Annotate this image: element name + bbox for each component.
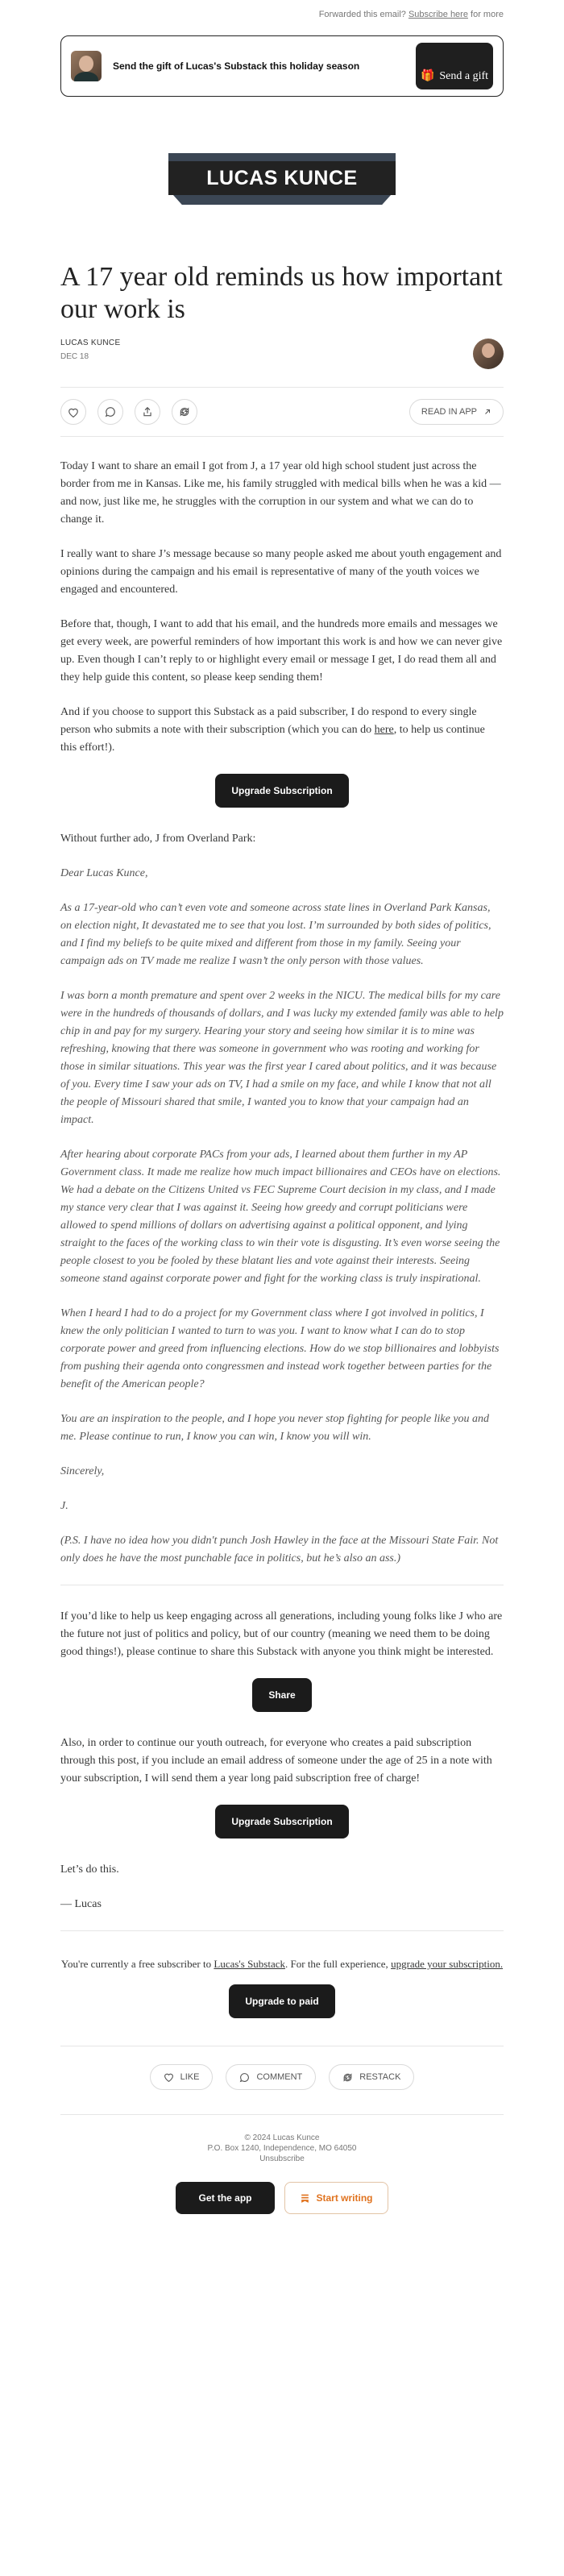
- letter-paragraph: When I heard I had to do a project for my Government class where I got involved in politics, I knew the only politician I wanted to turn to was you. I want to know what I can do to stop corporate power and greed from influencing elections. How do we stop billionaires and lobbyists from pushing their agenda onto congressmen and instead work together between parties for the benefit of the American people?: [60, 1307, 500, 1390]
- comment-button[interactable]: [226, 2064, 316, 2090]
- restack-button[interactable]: [329, 2064, 414, 2090]
- upgrade-to-paid-button[interactable]: Upgrade to paid: [229, 1984, 334, 2018]
- logo-text: LUCAS KUNCE: [168, 161, 396, 195]
- author-name[interactable]: LUCAS KUNCE: [60, 339, 121, 347]
- paragraph: Before that, though, I want to add that his email, and the hundreds more emails and messages we get every week, are powerful reminders of how important this work is and how we can never give up. Even though I can’t reply to or highlight every email or message I get, I do read them all and they help guide this content, so please keep sending them!: [60, 618, 503, 683]
- like-label: LIKE: [180, 2072, 200, 2082]
- upgrade-subscription-button-2[interactable]: Upgrade Subscription: [215, 1805, 348, 1839]
- paragraph-text: And if you choose to support this Substack as a paid subscriber, I do respond to every single person who submits a note with their subscription (which you can do: [60, 706, 477, 736]
- upgrade-button-row-2: [60, 1805, 504, 1839]
- footer: [60, 2114, 504, 2214]
- paragraph: Let’s do this.: [60, 1863, 119, 1876]
- gift-avatar: [71, 51, 102, 81]
- subscriber-text: You're currently a free subscriber to: [60, 1958, 214, 1970]
- restack-icon-button[interactable]: [172, 399, 197, 425]
- heart-icon: [164, 2072, 174, 2082]
- comment-icon: [105, 406, 116, 418]
- paragraph: Today I want to share an email I got from J, a 17 year old high school student just across the border from me in Kansas. Like me, his family struggled with medical bills when he was a kid — and now, just like me, he struggles with the corruption in our system and what we can do to change it.: [60, 460, 501, 526]
- share-icon-button[interactable]: [135, 399, 160, 425]
- copyright: © 2024 Lucas Kunce: [244, 2134, 320, 2142]
- gift-banner[interactable]: [60, 35, 504, 97]
- send-gift-button[interactable]: [416, 43, 493, 89]
- post-body: [60, 458, 504, 1913]
- get-app-button[interactable]: Get the app: [176, 2182, 274, 2214]
- post-column: [60, 261, 504, 2214]
- upgrade-button-row: [60, 774, 504, 808]
- address: P.O. Box 1240, Independence, MO 64050: [207, 2144, 357, 2153]
- share-icon: [142, 406, 153, 418]
- letter-paragraph: Sincerely,: [60, 1465, 105, 1477]
- letter-paragraph: After hearing about corporate PACs from your ads, I learned about them further in my AP Government class. It made me realize how much impact billionaires and CEOs have on elections. We had a debate on the Citizens United vs FEC Supreme Court decision in my class, and I made my stance very clear that I was against it. Seeing how greedy and corrupt politicians were allowed to spend millions of dollars on advertising against a political opponent, and lying straight to the faces of the working class to win their vote is disgusting. It’s even worse seeing the people closest to you be fooled by these blatant lies and vote against their interests. Seeing someone stand against corporate power and fight for the working class is truly inspirational.: [60, 1149, 501, 1285]
- restack-icon: [179, 406, 190, 418]
- upgrade-paid-row: [60, 1984, 504, 2018]
- like-icon-button[interactable]: [60, 399, 86, 425]
- gift-icon: 🎁: [420, 70, 435, 82]
- read-in-app-label: READ IN APP: [421, 407, 477, 417]
- upgrade-link[interactable]: upgrade your subscription.: [391, 1958, 504, 1970]
- subscribe-link[interactable]: Subscribe here: [408, 10, 468, 19]
- byline: [60, 339, 504, 369]
- comment-icon: [239, 2072, 250, 2083]
- start-writing-label: Start writing: [316, 2192, 373, 2204]
- send-gift-label: Send a gift: [439, 70, 489, 82]
- comment-icon-button[interactable]: [97, 399, 123, 425]
- share-button[interactable]: Share: [252, 1678, 311, 1712]
- publication-logo[interactable]: [168, 153, 396, 206]
- forwarded-text: Forwarded this email?: [318, 10, 406, 19]
- letter-paragraph: Dear Lucas Kunce,: [60, 867, 148, 879]
- letter-paragraph: As a 17-year-old who can’t even vote and someone across state lines in Overland Park Kansas, on election night, It devastated me to see that you lost. I’m surrounded by both sides of politics, and I find my beliefs to be quite mixed and different from those in my family. Seeing your campaign ads on TV made me realize I wasn’t the only person with those values.: [60, 902, 491, 967]
- letter-paragraph: J.: [60, 1500, 68, 1512]
- footer-buttons: [60, 2182, 504, 2214]
- paragraph: I really want to share J’s message because so many people asked me about youth engagement and opinions during the campaign and his email is representative of many of the youth voices we engaged and encountered.: [60, 548, 502, 596]
- arrow-up-right-icon: [483, 408, 491, 416]
- support-link[interactable]: here: [374, 724, 394, 736]
- paragraph-text: , to help us continue this effort!).: [60, 724, 485, 754]
- post-title[interactable]: A 17 year old reminds us how important our work is: [60, 262, 503, 324]
- post-actions: [60, 387, 504, 437]
- letter-paragraph: You are an inspiration to the people, and I hope you never stop fighting for people like you and me. Please continue to run, I know you can win, I know you will win.: [60, 1413, 490, 1443]
- logo-top-band: [168, 153, 396, 161]
- share-button-row: [60, 1678, 504, 1712]
- subscriber-text: . For the full experience,: [285, 1958, 392, 1970]
- logo-bottom-band: [173, 195, 391, 205]
- forwarded-suffix: for more: [471, 10, 504, 19]
- letter-intro: Without further ado, J from Overland Park:: [60, 833, 256, 845]
- paragraph: [60, 704, 504, 757]
- subscriber-note: [60, 1955, 504, 1973]
- start-writing-button[interactable]: [284, 2182, 388, 2214]
- upgrade-subscription-button[interactable]: Upgrade Subscription: [215, 774, 348, 808]
- forwarded-bar: [0, 0, 564, 31]
- unsubscribe-link[interactable]: Unsubscribe: [259, 2154, 305, 2163]
- author-avatar[interactable]: [473, 339, 504, 369]
- divider: [60, 1930, 504, 1931]
- restack-label: RESTACK: [359, 2072, 401, 2082]
- gift-text: Send the gift of Lucas's Substack this holiday season: [113, 60, 360, 72]
- letter-paragraph: I was born a month premature and spent over 2 weeks in the NICU. The medical bills for my care were in the hundreds of thousands of dollars, and I was lucky my extended family was able to help chip in and pay for my surgery. Hearing your story and seeing how similar it is to mine was refreshing, knowing that there was someone in government who was rooting and working for those in similar situations. This year was the first year I cared about politics, and it was because of you. Every time I saw your ads on TV, I had a smile on my face, and while I know that not all the people of Missouri shared that smile, I wanted you to know that your campaign had an impact.: [60, 990, 504, 1126]
- substack-icon: [300, 2193, 310, 2204]
- like-button[interactable]: [150, 2064, 214, 2090]
- letter-paragraph: (P.S. I have no idea how you didn't punch Josh Hawley in the face at the Missouri State Fair. Not only does he have the most punchable face in politics, but he’s also an ass.): [60, 1535, 499, 1564]
- paragraph: If you’d like to help us keep engaging across all generations, including young folks like J who are the future not just of politics and policy, but of our country (meaning we need them to be doing good things!), please continue to share this Substack with anyone you think might be interested.: [60, 1610, 503, 1658]
- publication-link[interactable]: Lucas's Substack: [214, 1958, 286, 1970]
- paragraph: Also, in order to continue our youth outreach, for everyone who creates a paid subscription through this post, if you include an email address of someone under the age of 25 in a note with your subscription, I will send them a year long paid subscription free of charge!: [60, 1737, 492, 1785]
- comment-label: COMMENT: [256, 2072, 303, 2082]
- heart-icon: [68, 407, 79, 418]
- read-in-app-button[interactable]: [409, 399, 504, 425]
- post-date: DEC 18: [60, 352, 89, 361]
- restack-icon: [342, 2072, 353, 2083]
- signoff: — Lucas: [60, 1898, 102, 1910]
- bottom-actions: [60, 2046, 504, 2090]
